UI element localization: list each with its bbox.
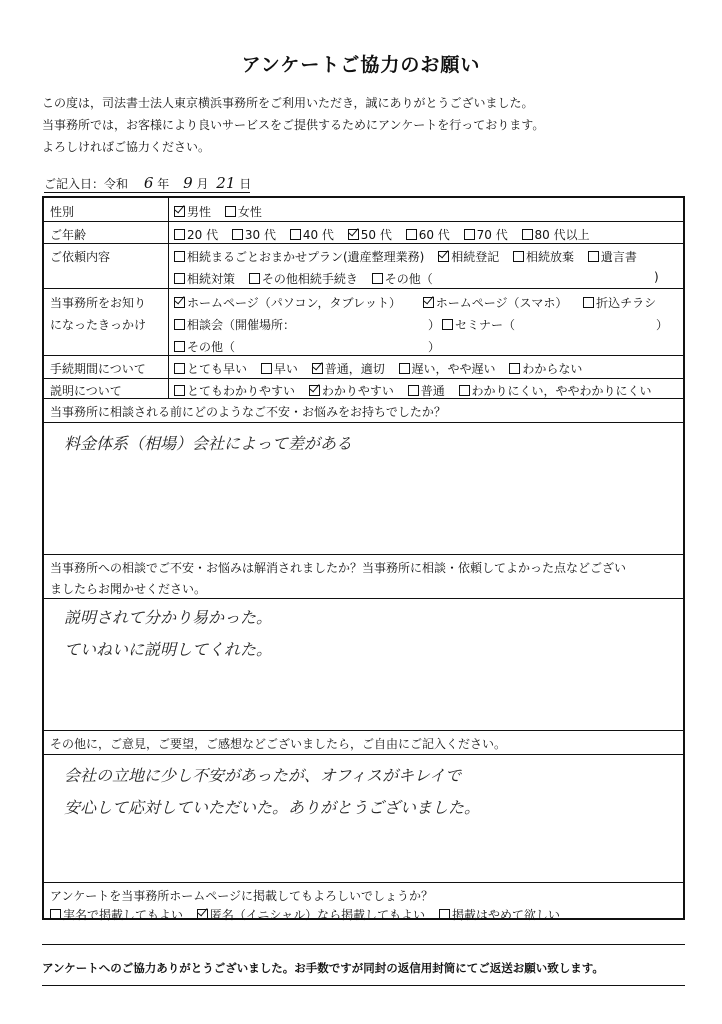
q4-options: [50, 906, 570, 923]
row-divider: [44, 554, 683, 555]
handwritten-line: 説明されて分かり易かった。: [64, 608, 273, 627]
checkbox[interactable]: [406, 229, 417, 240]
period-label: 手続期間について: [50, 362, 146, 376]
request-option[interactable]: 相続まるごとおまかせプラン(遺産整理業務): [174, 248, 424, 265]
age-label: ご年齢: [50, 228, 87, 242]
row-divider: [44, 288, 683, 289]
q3-question: その他に，ご意見，ご要望，ご感想などございましたら，ご自由にご記入ください。: [50, 737, 507, 751]
checkbox[interactable]: [399, 363, 410, 374]
date-month: 9: [183, 174, 193, 192]
checkbox-checked[interactable]: [312, 363, 323, 374]
period-option[interactable]: 遅い，やや遅い: [399, 360, 496, 377]
request-option[interactable]: 相続対策: [174, 270, 235, 287]
checkbox-checked[interactable]: [174, 297, 185, 308]
date-day: 21: [216, 174, 236, 192]
row-divider: [44, 378, 683, 379]
date-day-unit: 日: [239, 177, 252, 191]
explain-options: [174, 382, 662, 399]
footer-text: アンケートへのご協力ありがとうございました。お手数ですが同封の返信用封筒にてご返送お願い致します。: [42, 961, 604, 975]
page-title: アンケートご協力のお願い: [241, 54, 481, 76]
q2-question: 当事務所への相談でご不安・お悩みは解消されましたか？当事務所に相談・依頼してよかった点などござい: [50, 561, 627, 575]
row-divider: [44, 243, 683, 244]
gender-options: [174, 203, 272, 220]
checkbox[interactable]: [513, 251, 524, 262]
trigger-label: になったきっかけ: [50, 318, 147, 332]
label-divider: [168, 198, 169, 398]
checkbox[interactable]: [174, 319, 185, 330]
checkbox[interactable]: [50, 909, 61, 920]
request-option[interactable]: 相続放棄: [513, 248, 574, 265]
checkbox[interactable]: [588, 251, 599, 262]
q3-answer[interactable]: [64, 760, 480, 824]
checkbox[interactable]: [509, 363, 520, 374]
period-options: [174, 360, 592, 377]
gender-label: 性別: [50, 205, 75, 219]
trigger-option[interactable]: 折込チラシ: [583, 294, 656, 311]
checkbox[interactable]: [249, 273, 260, 284]
date-underline: [44, 192, 250, 193]
handwritten-line: 会社の立地に少し不安があったが、オフィスがキレイで: [64, 766, 462, 785]
trigger-option[interactable]: 相談会（開催場所：: [174, 316, 295, 333]
q4-option-initials[interactable]: 匿名（イニシャル）なら掲載してもよい: [197, 906, 425, 923]
explain-option[interactable]: わかりにくい，ややわかりにくい: [459, 382, 652, 399]
q1-question: 当事務所に相談される前にどのようなご不安・お悩みをお持ちでしたか？: [50, 405, 446, 419]
request-options-line1: [174, 248, 647, 265]
trigger-close-paren: ）: [428, 340, 441, 354]
age-option[interactable]: 30 代: [232, 226, 276, 243]
age-option[interactable]: 60 代: [406, 226, 450, 243]
period-option[interactable]: 普通，適切: [312, 360, 385, 377]
checkbox[interactable]: [174, 363, 185, 374]
trigger-close-paren: ）: [656, 318, 669, 332]
gender-male-option[interactable]: 男性: [174, 203, 211, 220]
q4-question: アンケートを当事務所ホームページに掲載してもよろしいでしょうか？: [50, 889, 434, 903]
row-divider: [44, 355, 683, 356]
checkbox[interactable]: [174, 229, 185, 240]
request-option[interactable]: その他相続手続き: [249, 270, 358, 287]
checkbox[interactable]: [372, 273, 383, 284]
intro-text: [42, 92, 544, 158]
checkbox[interactable]: [459, 385, 470, 396]
handwritten-line: ていねいに説明してくれた。: [64, 640, 273, 659]
row-divider: [44, 754, 683, 755]
checkbox[interactable]: [174, 385, 185, 396]
checkbox[interactable]: [408, 385, 419, 396]
intro-line: この度は，司法書士法人東京横浜事務所をご利用いただき，誠にありがとうございました。: [42, 96, 534, 110]
intro-line: 当事務所では，お客様により良いサービスをご提供するためにアンケートを行っております。: [42, 118, 545, 132]
date-prefix: ご記入日：令和: [44, 177, 129, 191]
trigger-option[interactable]: その他（: [174, 338, 235, 355]
checkbox[interactable]: [261, 363, 272, 374]
age-option[interactable]: 40 代: [290, 226, 334, 243]
row-divider: [44, 730, 683, 731]
survey-form: [42, 196, 685, 920]
trigger-options-line3: [174, 338, 245, 355]
checkbox[interactable]: [442, 319, 453, 330]
trigger-close-paren: ）: [428, 318, 441, 332]
explain-option[interactable]: とてもわかりやすい: [174, 382, 295, 399]
period-option[interactable]: わからない: [509, 360, 582, 377]
checkbox[interactable]: [439, 909, 450, 920]
row-divider: [44, 398, 683, 399]
checkbox-checked[interactable]: [309, 385, 320, 396]
handwritten-line: 安心して応対していただいた。ありがとうございました。: [64, 798, 481, 817]
checkbox-checked[interactable]: [174, 206, 185, 217]
handwritten-line: 料金体系（相場）会社によって差がある: [64, 434, 353, 453]
intro-line: よろしければご協力ください。: [42, 140, 211, 154]
checkbox[interactable]: [290, 229, 301, 240]
date-year: 6: [143, 174, 154, 192]
checkbox[interactable]: [232, 229, 243, 240]
row-divider: [44, 882, 683, 883]
request-option[interactable]: その他（: [372, 270, 433, 287]
trigger-options-line1: [174, 294, 666, 311]
q1-answer[interactable]: [64, 428, 352, 460]
footer-divider: [42, 985, 685, 986]
period-option[interactable]: とても早い: [174, 360, 247, 377]
trigger-label: 当事務所をお知り: [50, 296, 147, 310]
age-option[interactable]: 70 代: [464, 226, 508, 243]
checkbox[interactable]: [174, 341, 185, 352]
age-option[interactable]: 50 代: [348, 226, 392, 243]
checkbox-checked[interactable]: [423, 297, 434, 308]
explain-option[interactable]: 普通: [408, 382, 445, 399]
request-label: ご依頼内容: [50, 250, 111, 264]
trigger-seminar-option[interactable]: セミナー（: [442, 316, 515, 333]
q4-option-real-name[interactable]: 実名で掲載してもよい: [50, 906, 183, 923]
checkbox[interactable]: [174, 273, 185, 284]
age-option[interactable]: 80 代以上: [522, 226, 590, 243]
explain-label: 説明について: [50, 384, 122, 398]
row-divider: [44, 422, 683, 423]
trigger-option[interactable]: ホームページ（スマホ）: [423, 294, 568, 311]
date-month-unit: 月: [196, 177, 209, 191]
trigger-options-line2: [174, 316, 305, 333]
checkbox[interactable]: [174, 251, 185, 262]
request-option[interactable]: 遺言書: [588, 248, 637, 265]
age-options: [174, 226, 600, 243]
checkbox[interactable]: [464, 229, 475, 240]
checkbox[interactable]: [225, 206, 236, 217]
period-option[interactable]: 早い: [261, 360, 298, 377]
row-divider: [44, 598, 683, 599]
row-divider: [44, 221, 683, 222]
q4-option-decline[interactable]: 掲載はやめて欲しい: [439, 906, 560, 923]
checkbox-checked[interactable]: [438, 251, 449, 262]
age-option[interactable]: 20 代: [174, 226, 218, 243]
explain-option[interactable]: わかりやすい: [309, 382, 394, 399]
request-option[interactable]: 相続登記: [438, 248, 499, 265]
date-year-unit: 年: [157, 177, 170, 191]
footer-divider: [42, 944, 685, 945]
checkbox[interactable]: [522, 229, 533, 240]
checkbox-checked[interactable]: [348, 229, 359, 240]
request-options-line2: [174, 270, 443, 287]
request-close-paren: ): [654, 270, 659, 284]
q2-answer[interactable]: [64, 602, 272, 666]
q2-question: ましたらお聞かせください。: [50, 582, 207, 596]
date-field[interactable]: [44, 174, 251, 192]
gender-female-option[interactable]: 女性: [225, 203, 262, 220]
checkbox-checked[interactable]: [197, 909, 208, 920]
checkbox[interactable]: [583, 297, 594, 308]
trigger-option[interactable]: ホームページ（パソコン，タブレット）: [174, 294, 401, 311]
